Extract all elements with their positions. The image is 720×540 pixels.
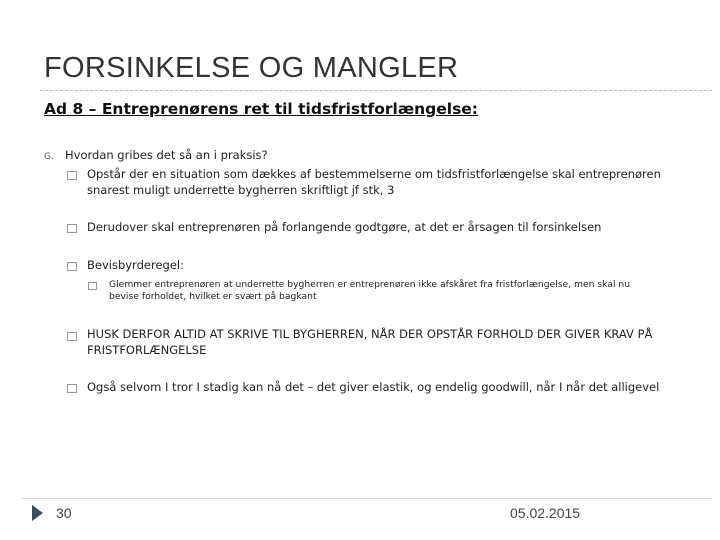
- slide-title: FORSINKELSE OG MANGLER: [44, 52, 459, 84]
- footer-divider: [22, 498, 712, 499]
- bullet-text-1b: snarest muligt underrette bygherren skriftligt jf stk, 3: [87, 183, 395, 197]
- bullet-text-3: Bevisbyrderegel:: [87, 258, 184, 272]
- slide-date: 05.02.2015: [510, 505, 581, 521]
- slide-subtitle: Ad 8 – Entreprenørens ret til tidsfristforlængelse:: [44, 100, 479, 118]
- bullet-icon: [67, 262, 77, 271]
- bullet-icon: [67, 384, 77, 393]
- bullet-icon: [67, 224, 77, 233]
- sub-bullet-text-a: Glemmer entreprenøren at underrette bygherren er entreprenøren ikke afskåret fra fristforlængelse, men skal nu: [109, 279, 631, 290]
- bullet-text-4b: FRISTFORLÆNGELSE: [87, 343, 207, 357]
- title-divider: [40, 90, 712, 91]
- bullet-icon: [67, 332, 77, 341]
- bullet-text-1a: Opstår der en situation som dækkes af bestemmelserne om tidsfristforlængelse skal entreprenøren: [87, 167, 661, 181]
- question-marker: G.: [44, 152, 54, 162]
- bullet-text-4a: HUSK DERFOR ALTID AT SKRIVE TIL BYGHERREN, NÅR DER OPSTÅR FORHOLD DER GIVER KRAV PÅ: [87, 327, 653, 341]
- bullet-icon: [67, 171, 77, 180]
- question-text: Hvordan gribes det så an i praksis?: [65, 148, 268, 162]
- sub-bullet-text-b: bevise forholdet, hvilket er svært på bagkant: [109, 291, 317, 302]
- triangle-right-icon[interactable]: [32, 505, 43, 521]
- page-number: 30: [56, 505, 72, 521]
- sub-bullet-icon: [88, 282, 97, 290]
- bullet-text-5: Også selvom I tror I stadig kan nå det – det giver elastik, og endelig goodwill, når I når det alligevel: [87, 380, 660, 394]
- bullet-text-2: Derudover skal entreprenøren på forlangende godtgøre, at det er årsagen til forsinkelsen: [87, 220, 602, 234]
